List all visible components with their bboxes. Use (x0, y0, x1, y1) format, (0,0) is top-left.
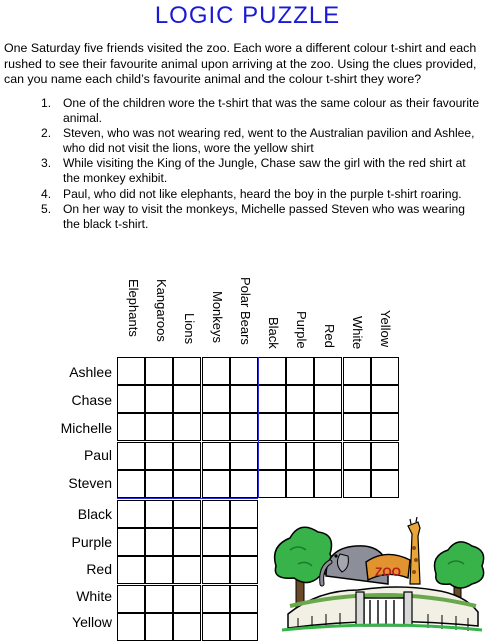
grid-cell[interactable] (343, 413, 371, 441)
grid-cell[interactable] (145, 556, 173, 584)
grid-cell[interactable] (371, 357, 399, 385)
grid-cell[interactable] (371, 442, 399, 470)
grid-cell[interactable] (202, 470, 230, 498)
clue-item (41, 187, 481, 202)
grid-cell[interactable] (202, 357, 230, 385)
grid-cell[interactable] (230, 470, 258, 498)
grid-cell[interactable] (145, 470, 173, 498)
row-label-ashlee: Ashlee (69, 364, 112, 380)
row-label-red: Red (86, 561, 112, 577)
grid-cell[interactable] (230, 528, 258, 556)
grid-cell[interactable] (117, 470, 145, 498)
grid-cell[interactable] (202, 413, 230, 441)
grid-cell[interactable] (371, 470, 399, 498)
column-header-white: White (350, 316, 365, 350)
grid-cell[interactable] (173, 470, 201, 498)
grid-cell[interactable] (230, 413, 258, 441)
grid-cell[interactable] (145, 585, 173, 613)
zoo-sign (366, 554, 410, 580)
clue-item (41, 156, 481, 185)
grid-cell[interactable] (173, 613, 201, 641)
grid-cell[interactable] (202, 528, 230, 556)
grid-cell[interactable] (286, 385, 314, 413)
grid-cell[interactable] (145, 442, 173, 470)
clue-text: While visiting the King of the Jungle, Chase saw the girl with the red shirt at the monkey exhibit. (63, 156, 466, 185)
grid-cell[interactable] (343, 470, 371, 498)
grid-cell[interactable] (145, 385, 173, 413)
clue-text: On her way to visit the monkeys, Michelle passed Steven who was wearing the black t-shirt. (63, 202, 465, 231)
grid-cell[interactable] (230, 385, 258, 413)
grid-cell[interactable] (230, 613, 258, 641)
grid-cell[interactable] (258, 385, 286, 413)
grid-cell[interactable] (286, 470, 314, 498)
grid-cell[interactable] (202, 613, 230, 641)
grid-cell[interactable] (173, 385, 201, 413)
grid-cell[interactable] (173, 528, 201, 556)
grid-cell[interactable] (173, 357, 201, 385)
grid-cell[interactable] (117, 585, 145, 613)
grid-cell[interactable] (343, 385, 371, 413)
grid-cell[interactable] (314, 413, 342, 441)
grid-cell[interactable] (286, 442, 314, 470)
row-label-paul: Paul (83, 447, 112, 463)
clue-item (41, 202, 481, 231)
intro-paragraph: One Saturday five friends visited the zoo. Each wore a different colour t-shirt and each rushed to see their favourite animal upon arriving at the zoo. Using the clues provided, can you name each child’s favourite animal and the colour t-shirt they wore? (4, 41, 477, 86)
grid-cell[interactable] (117, 613, 145, 641)
grid-cell[interactable] (286, 413, 314, 441)
clue-item (41, 126, 481, 155)
grid-cell[interactable] (230, 357, 258, 385)
row-label-michelle: Michelle (60, 420, 112, 436)
grid-cell[interactable] (230, 556, 258, 584)
clue-item (41, 96, 481, 125)
clue-number: 4. (41, 186, 52, 201)
grid-cell[interactable] (371, 385, 399, 413)
clue-number: 3. (41, 156, 52, 171)
grid-cell[interactable] (258, 442, 286, 470)
grid-cell[interactable] (343, 357, 371, 385)
grid-cell[interactable] (117, 528, 145, 556)
column-header-lions: Lions (182, 313, 197, 345)
row-label-purple: Purple (71, 534, 112, 550)
grid-cell[interactable] (230, 500, 258, 528)
grid-cell[interactable] (145, 357, 173, 385)
grid-cell[interactable] (314, 470, 342, 498)
grid-cell[interactable] (117, 413, 145, 441)
grid-cell[interactable] (314, 442, 342, 470)
row-label-black: Black (77, 506, 112, 522)
grid-cell[interactable] (117, 500, 145, 528)
grid-cell[interactable] (202, 585, 230, 613)
grid-cell[interactable] (202, 556, 230, 584)
grid-cell[interactable] (173, 556, 201, 584)
zoo-entrance-illustration (268, 514, 490, 638)
column-header-black: Black (266, 317, 281, 349)
grid-cell[interactable] (202, 385, 230, 413)
column-header-polar-bears: Polar Bears (238, 277, 253, 345)
column-header-yellow: Yellow (378, 310, 393, 348)
grid-section-divider (258, 357, 259, 498)
grid-cell[interactable] (173, 442, 201, 470)
grid-cell[interactable] (117, 357, 145, 385)
column-header-kangaroos: Kangaroos (154, 279, 169, 342)
grid-cell[interactable] (371, 413, 399, 441)
clue-text: One of the children wore the t-shirt that was the same colour as their favourite animal. (63, 96, 480, 125)
grid-cell[interactable] (117, 556, 145, 584)
grid-cell[interactable] (202, 442, 230, 470)
zoo-gate (282, 587, 482, 631)
grid-cell[interactable] (230, 585, 258, 613)
clue-text: Steven, who was not wearing red, went to the Australian pavilion and Ashlee, who did not visit the lions, wore the yellow shirt (63, 126, 475, 155)
row-label-steven: Steven (68, 475, 112, 491)
grid-cell[interactable] (258, 357, 286, 385)
grid-cell[interactable] (343, 442, 371, 470)
grid-cell[interactable] (173, 585, 201, 613)
grid-cell[interactable] (258, 470, 286, 498)
grid-cell[interactable] (117, 385, 145, 413)
clue-text: Paul, who did not like elephants, heard the boy in the purple t-shirt roaring. (63, 186, 462, 201)
grid-cell[interactable] (173, 413, 201, 441)
grid-cell[interactable] (202, 500, 230, 528)
grid-section-divider (117, 498, 258, 499)
page-title: LOGIC PUZZLE (154, 2, 341, 29)
row-label-white: White (76, 588, 112, 604)
grid-cell[interactable] (145, 413, 173, 441)
grid-cell[interactable] (314, 385, 342, 413)
zoo-sign-text: ZOO (375, 565, 401, 579)
grid-cell[interactable] (145, 500, 173, 528)
grid-cell[interactable] (145, 613, 173, 641)
column-header-monkeys: Monkeys (210, 291, 225, 344)
clue-number: 2. (41, 126, 52, 141)
giraffe-icon (408, 517, 420, 584)
grid-cell[interactable] (258, 413, 286, 441)
clue-list (41, 96, 481, 232)
grid-cell[interactable] (173, 500, 201, 528)
clue-number: 1. (41, 96, 52, 110)
column-header-elephants: Elephants (126, 279, 141, 337)
grid-cell[interactable] (314, 357, 342, 385)
grid-cell[interactable] (230, 442, 258, 470)
clue-number: 5. (41, 202, 52, 217)
grid-cell[interactable] (145, 528, 173, 556)
column-header-purple: Purple (294, 311, 309, 349)
grid-cell[interactable] (117, 442, 145, 470)
row-label-chase: Chase (71, 392, 112, 408)
row-label-yellow: Yellow (72, 614, 112, 630)
column-header-red: Red (322, 324, 337, 348)
grid-cell[interactable] (286, 357, 314, 385)
